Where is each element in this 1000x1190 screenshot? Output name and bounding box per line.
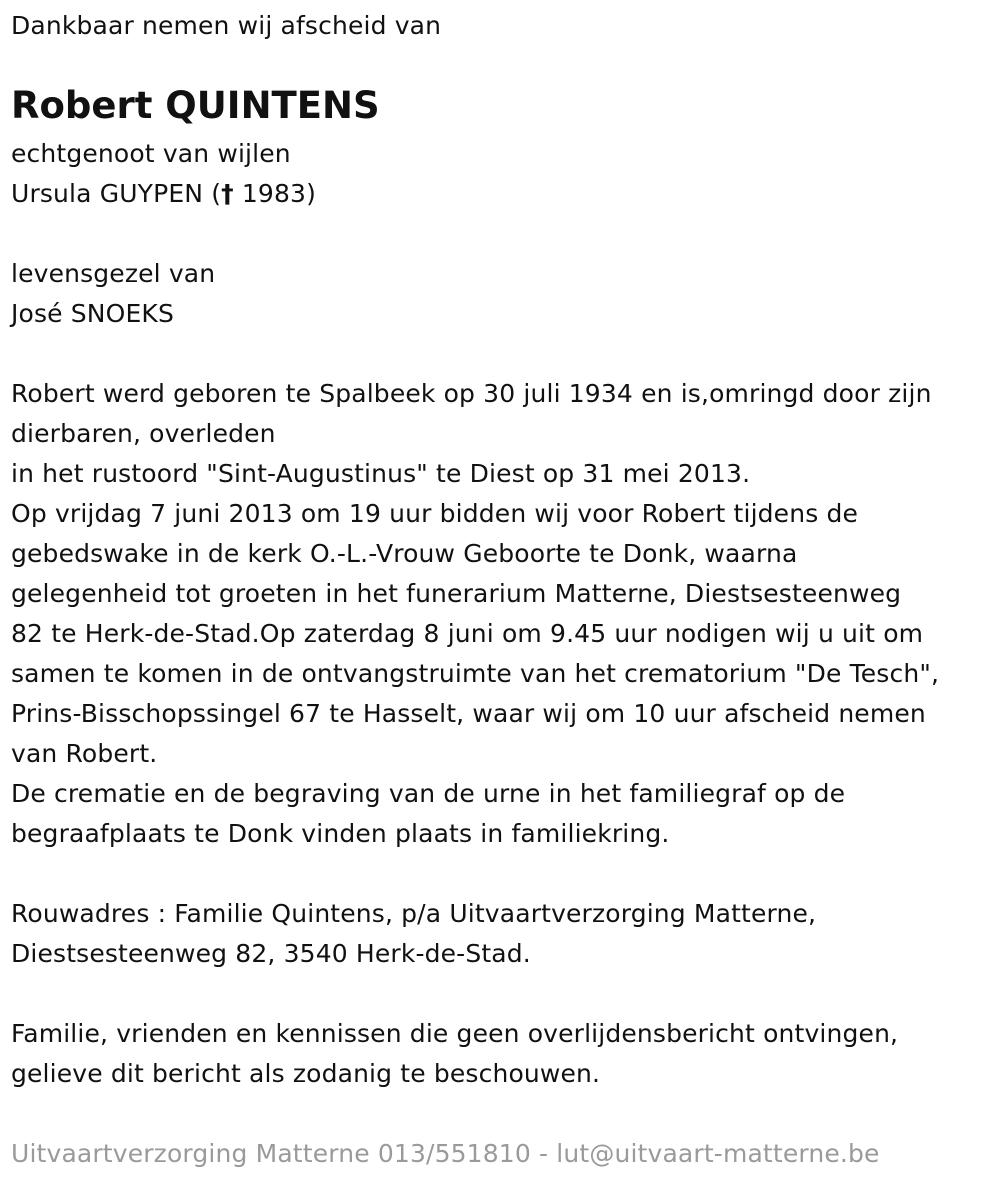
- announcement-line: in het rustoord "Sint-Augustinus" te Diest op 31 mei 2013.: [11, 459, 751, 488]
- announcement-line: Prins-Bisschopssingel 67 te Hasselt, waar wij om 10 uur afscheid nemen: [11, 699, 926, 728]
- spouse-line: [11, 174, 316, 214]
- spouse-relation: echtgenoot van wijlen: [11, 139, 291, 168]
- announcement-line: Robert werd geboren te Spalbeek op 30 juli 1934 en is,omringd door zijn: [11, 379, 932, 408]
- spouse-name: Ursula GUYPEN (: [11, 179, 222, 208]
- partner-relation: levensgezel van: [11, 259, 216, 288]
- spouse-death-year: 1983): [233, 179, 317, 208]
- mourning-address-line: Diestsesteenweg 82, 3540 Herk-de-Stad.: [11, 939, 531, 968]
- partner-block: [11, 254, 215, 334]
- intro-text: Dankbaar nemen wij afscheid van: [11, 11, 442, 40]
- announcement-line: samen te komen in de ontvangstruimte van het crematorium "De Tesch",: [11, 659, 940, 688]
- funeral-home-contact: Uitvaartverzorging Matterne 013/551810 - lut@uitvaart-matterne.be: [11, 1139, 880, 1168]
- announcement-line: 82 te Herk-de-Stad.Op zaterdag 8 juni om 9.45 uur nodigen wij u uit om: [11, 619, 924, 648]
- announcement-line: dierbaren, overleden: [11, 419, 276, 448]
- announcement-line: De crematie en de begraving van de urne in het familiegraf op de: [11, 779, 846, 808]
- mourning-address: [11, 894, 816, 974]
- closing-note: [11, 1014, 898, 1094]
- spouse-block: [11, 134, 316, 214]
- announcement-line: gelegenheid tot groeten in het funerarium Matterne, Diestsesteenweg: [11, 579, 902, 608]
- announcement-line: van Robert.: [11, 739, 158, 768]
- announcement-line: begraafplaats te Donk vinden plaats in familiekring.: [11, 819, 670, 848]
- cross-icon: †: [221, 179, 234, 208]
- partner-name: José SNOEKS: [11, 299, 174, 328]
- announcement-line: Op vrijdag 7 juni 2013 om 19 uur bidden wij voor Robert tijdens de: [11, 499, 859, 528]
- announcement-paragraph: [11, 374, 939, 854]
- closing-line: gelieve dit bericht als zodanig te beschouwen.: [11, 1059, 601, 1088]
- announcement-line: gebedswake in de kerk O.-L.-Vrouw Geboorte te Donk, waarna: [11, 539, 798, 568]
- deceased-name: Robert QUINTENS: [11, 84, 380, 127]
- closing-line: Familie, vrienden en kennissen die geen overlijdensbericht ontvingen,: [11, 1019, 899, 1048]
- mourning-address-line: Rouwadres : Familie Quintens, p/a Uitvaartverzorging Matterne,: [11, 899, 817, 928]
